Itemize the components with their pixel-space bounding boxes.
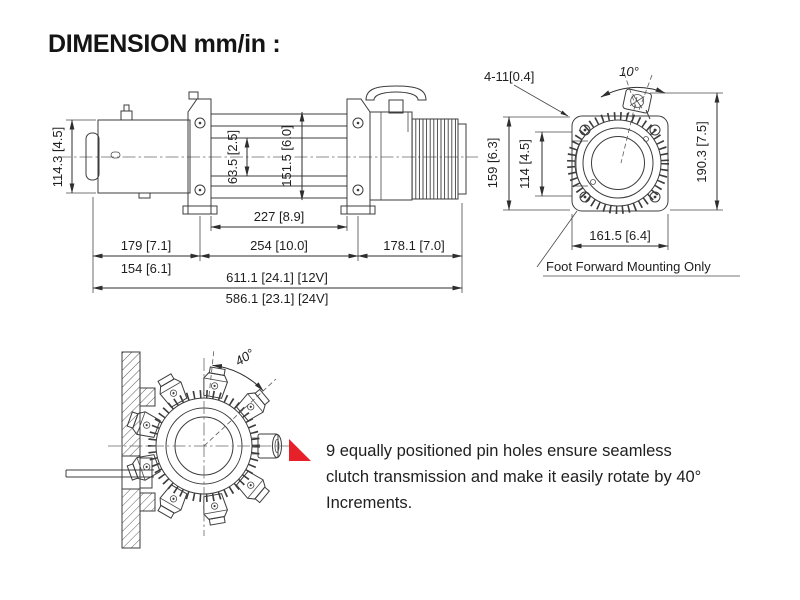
dim-base-width: 161.5 [6.4]	[589, 228, 651, 243]
end-plate	[572, 116, 668, 211]
clutch-handle-position	[235, 469, 273, 506]
callout-line: 9 equally positioned pin holes ensure seamless	[326, 442, 672, 460]
clutch-knob	[621, 89, 652, 163]
mount-foot-upper	[140, 388, 155, 406]
clutch-handle-position	[154, 372, 189, 409]
wall-hatch	[122, 352, 152, 548]
dim-lever-angle: 10°	[619, 64, 639, 79]
dim-hole-spacing: 114 [4.5]	[517, 139, 532, 189]
dim-flange-height: 159 [6.3]	[485, 137, 500, 189]
dim-overall-length-24v: 586.1 [23.1] [24V]	[225, 291, 329, 306]
clutch-handle-position	[126, 452, 161, 484]
dim-overall-length-12v: 611.1 [24.1] [12V]	[226, 270, 328, 285]
side-view-drawing	[50, 86, 478, 306]
dim-motor-length-24v: 154 [6.1]	[120, 261, 172, 276]
dim-drum-diameter: 63.5 [2.5]	[225, 129, 240, 185]
dim-gearbox-length: 178.1 [7.0]	[383, 238, 445, 253]
dim-drum-length: 227 [8.9]	[253, 209, 305, 224]
clutch-handle-position	[201, 493, 230, 526]
callout-line: Increments.	[326, 494, 413, 512]
clutch-handle-position	[154, 483, 189, 520]
clutch-handle-position	[201, 366, 230, 399]
callout-text	[326, 438, 721, 516]
clutch-handle	[366, 86, 426, 100]
end-view-drawing	[484, 64, 740, 276]
gearbox	[412, 119, 466, 199]
dim-mount-holes: 4-11[0.4]	[484, 69, 535, 84]
clutch-handle-position	[235, 386, 273, 423]
dim-motor-length-12v: 179 [7.1]	[120, 238, 172, 253]
dim-motor-height: 114.3 [4.5]	[50, 126, 65, 188]
red-arrow-icon	[289, 439, 311, 461]
foot-forward-note: Foot Forward Mounting Only	[546, 259, 711, 274]
dim-increment-angle: 40°	[232, 345, 257, 369]
motor	[86, 105, 190, 198]
dim-mount-bolt-spacing: 254 [10.0]	[250, 238, 308, 253]
dim-overall-height: 190.3 [7.5]	[694, 121, 709, 183]
dim-frame-height: 151.5 [6.0]	[279, 125, 294, 187]
page-title: DIMENSION mm/in :	[48, 30, 281, 58]
mount-foot-lower	[140, 493, 155, 511]
rotation-view-drawing	[66, 346, 290, 548]
callout-line: clutch transmission and make it easily rotate by 40°	[326, 468, 702, 486]
mounting-bracket-left	[183, 92, 217, 214]
clutch-rod	[66, 470, 154, 477]
